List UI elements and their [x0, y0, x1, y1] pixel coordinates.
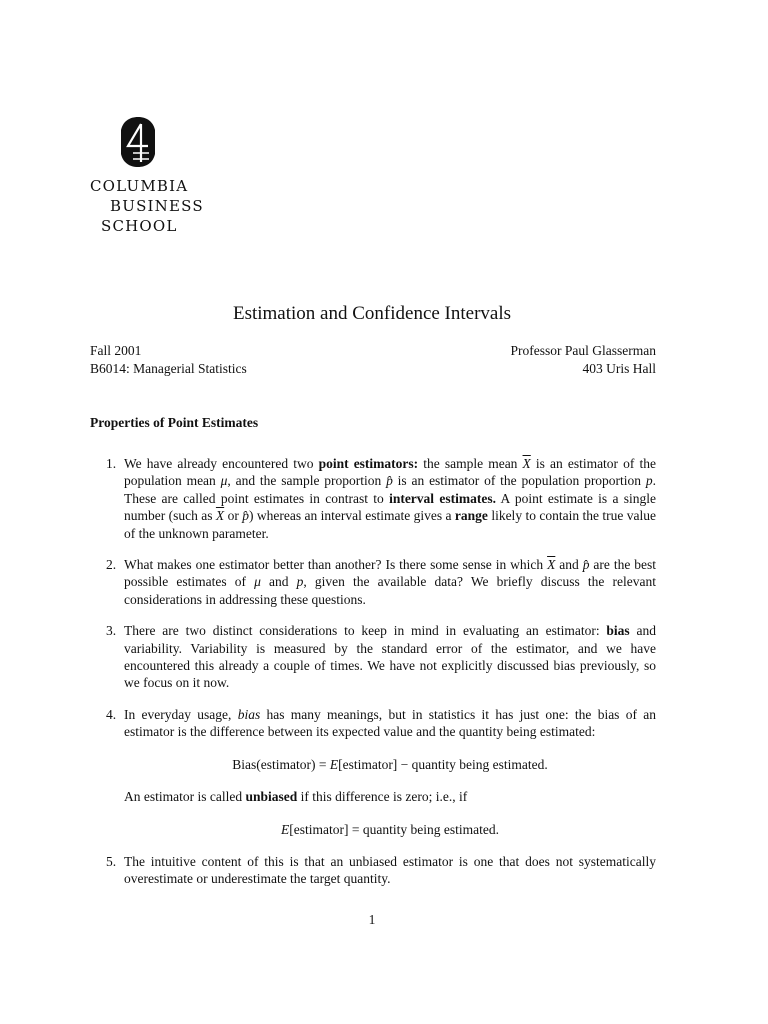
list-item [90, 556, 656, 608]
list-item [90, 706, 656, 838]
text: , and the sample proportion [227, 473, 387, 489]
text: and variability. Variability is measured by the standard error of the estimator, and we have encountered this already a couple of times. We have not explicitly discussed bias previously, so we focus on it now. [124, 623, 656, 691]
author-office: 403 Uris Hall [582, 361, 656, 376]
text: What makes one estimator better than another? Is there some sense in which [124, 557, 548, 573]
text: . These are called point estimates in contrast to [124, 473, 657, 506]
math-mu: μ [220, 473, 228, 489]
text: if this difference is zero; i.e., if [297, 789, 468, 805]
author-name: Professor Paul Glasserman [510, 343, 656, 358]
text: the sample mean [418, 456, 523, 471]
math-xbar: $\overline{X}$ [215, 508, 225, 524]
logo-line-business: BUSINESS [110, 197, 204, 215]
columbia-business-school-logo [90, 116, 230, 236]
text: We have already encountered two [124, 456, 319, 471]
math-phat: p̂ [242, 508, 249, 524]
math-phat: p̂ [386, 473, 393, 489]
text: has many meanings, but in statistics it has just one: the bias of an estimator is the difference between its expected value and the quantity being estimated: [124, 706, 656, 740]
item-number: 4. [106, 706, 117, 722]
math-e: E [281, 821, 290, 837]
logo-line-school: SCHOOL [101, 217, 178, 235]
list-item [90, 622, 656, 692]
text: are the best possible estimates of [124, 557, 656, 590]
item-number: 1. [106, 456, 117, 471]
document-title: Estimation and Confidence Intervals [232, 303, 512, 324]
text: is an estimator of the population mean [124, 456, 656, 489]
eq-part: [estimator] = quantity being estimated. [289, 821, 499, 837]
item-number: 5. [106, 853, 117, 869]
item-number: 2. [106, 557, 117, 573]
text: In everyday usage, [124, 706, 238, 722]
list-item [90, 853, 656, 888]
math-phat: p̂ [582, 557, 590, 573]
page-number: 1 [368, 912, 376, 927]
text: An estimator is called [124, 789, 246, 805]
text: or [224, 508, 243, 524]
text: There are two distinct considerations to keep in mind in evaluating an estimator: [124, 623, 607, 639]
section-heading: Properties of Point Estimates [90, 415, 259, 430]
bold-term: bias [606, 623, 630, 639]
emphasis: bias [237, 706, 261, 722]
course-name: B6014: Managerial Statistics [90, 361, 247, 376]
text: and [555, 557, 583, 573]
math-xbar: $\overline{X}$ [522, 456, 531, 471]
crown-four-logo-icon [120, 116, 156, 168]
semester: Fall 2001 [90, 343, 142, 358]
text: likely to contain the true value of the unknown parameter. [124, 508, 656, 541]
equation-unbiased [124, 821, 656, 838]
text: The intuitive content of this is that an unbiased estimator is one that does not systematically overestimate or underestimate the target quantity. [124, 853, 656, 887]
numbered-list [90, 455, 656, 902]
equation-bias [124, 756, 656, 773]
math-p: p [645, 473, 653, 489]
bold-term: unbiased [245, 789, 298, 805]
item-number: 3. [106, 623, 117, 639]
text: ) whereas an interval estimate gives a [248, 508, 455, 524]
text: and [260, 574, 297, 590]
math-e: E [329, 756, 339, 772]
bold-term: interval estimates. [389, 490, 496, 506]
list-item [90, 455, 656, 542]
bold-term: range [454, 508, 488, 524]
math-mu: μ [254, 574, 261, 590]
text: , given the available data? We briefly discuss the relevant considerations in addressing these questions. [124, 574, 657, 607]
bold-term: point estimators: [318, 456, 419, 471]
eq-part: [estimator] − quantity being estimated. [338, 756, 548, 772]
math-xbar: $\overline{X}$ [547, 557, 556, 573]
logo-line-columbia: COLUMBIA [90, 177, 189, 195]
text: A point estimate is a single number (such as [124, 490, 656, 524]
eq-part: Bias(estimator) = [232, 756, 330, 772]
math-p: p [296, 574, 304, 590]
text: is an estimator of the population proportion [392, 473, 646, 489]
